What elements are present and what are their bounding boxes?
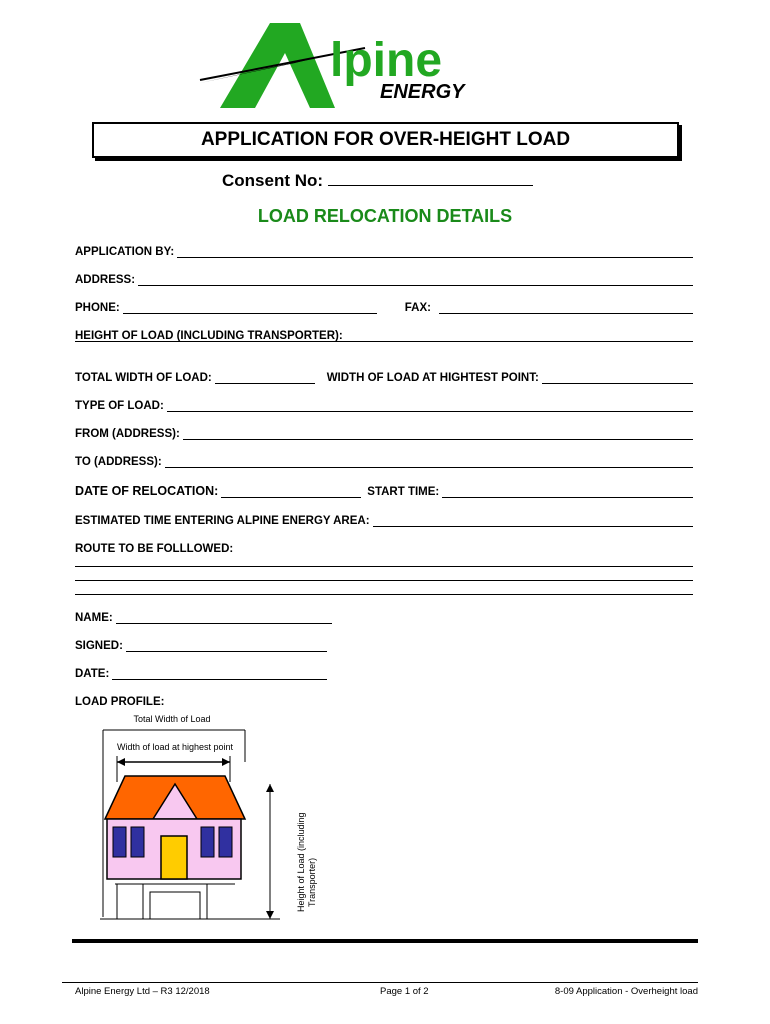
from-address-field[interactable] [183, 427, 693, 440]
fax-label: FAX: [404, 302, 431, 314]
phone-field[interactable] [123, 301, 377, 314]
application-by-label: APPLICATION BY: [75, 246, 175, 258]
total-width-caption: Total Width of Load [133, 714, 211, 724]
logo-text-main: lpine [330, 34, 443, 87]
signed-row [75, 636, 327, 652]
type-of-load-label: TYPE OF LOAD: [75, 400, 164, 412]
type-of-load-row [75, 396, 693, 412]
route-label: ROUTE TO BE FOLLLOWED: [75, 543, 234, 555]
date-row [75, 664, 327, 680]
start-time-field[interactable] [442, 485, 693, 498]
consent-number [222, 171, 533, 191]
name-row [75, 608, 332, 624]
page-title [92, 122, 679, 158]
footer-page: Page 1 of 2 [380, 986, 429, 997]
page-title-text: APPLICATION FOR OVER-HEIGHT LOAD [200, 129, 571, 150]
estimated-time-row [75, 511, 693, 527]
start-time-label: START TIME: [367, 486, 440, 498]
route-line-1[interactable] [75, 566, 693, 567]
estimated-time-field[interactable] [373, 514, 693, 527]
width-highest-field[interactable] [542, 371, 693, 384]
width-highest-label: WIDTH OF LOAD AT HIGHTEST POINT: [326, 372, 539, 384]
name-field[interactable] [116, 611, 332, 624]
phone-label: PHONE: [75, 302, 120, 314]
footer-right: 8-09 Application - Overheight load [554, 986, 698, 997]
height-of-load-row [75, 326, 693, 342]
width-highest-caption: Width of load at highest point [116, 742, 234, 752]
to-address-field[interactable] [165, 455, 693, 468]
alpine-energy-logo [195, 18, 555, 113]
height-caption-2: Transporter) [307, 857, 317, 907]
height-of-load-label: HEIGHT OF LOAD (INCLUDING TRANSPORTER): [75, 330, 343, 342]
signed-label: SIGNED: [75, 640, 123, 652]
date-relocation-label: DATE OF RELOCATION: [75, 484, 219, 498]
address-row [75, 270, 693, 286]
route-line-2[interactable] [75, 580, 693, 581]
to-address-label: TO (ADDRESS): [75, 456, 162, 468]
footer-divider [62, 982, 698, 983]
load-profile-row [75, 692, 693, 708]
application-by-row [75, 242, 693, 258]
footer-rule [72, 939, 698, 943]
signed-field[interactable] [126, 639, 327, 652]
house-door [161, 836, 187, 879]
phone-fax-row [75, 298, 693, 314]
fax-field[interactable] [439, 301, 693, 314]
from-address-label: FROM (ADDRESS): [75, 428, 180, 440]
name-label: NAME: [75, 612, 113, 624]
total-width-field[interactable] [215, 371, 315, 384]
estimated-time-label: ESTIMATED TIME ENTERING ALPINE ENERGY AREA: [75, 515, 370, 527]
total-width-label: TOTAL WIDTH OF LOAD: [75, 372, 212, 384]
height-caption-1: Height of Load (including [296, 812, 306, 912]
type-of-load-field[interactable] [167, 399, 693, 412]
route-row [75, 539, 693, 555]
load-profile-diagram [95, 712, 335, 927]
address-field[interactable] [138, 273, 693, 286]
to-address-row [75, 452, 693, 468]
footer-left: Alpine Energy Ltd – R3 12/2018 [75, 986, 210, 997]
date-label: DATE: [75, 668, 110, 680]
height-of-load-field[interactable] [75, 341, 693, 342]
date-field[interactable] [112, 667, 327, 680]
logo-text-sub: ENERGY [380, 81, 465, 103]
width-row [75, 368, 693, 384]
route-line-3[interactable] [75, 594, 693, 595]
date-relocation-row [75, 482, 693, 498]
application-by-field[interactable] [177, 245, 693, 258]
consent-field[interactable] [328, 171, 533, 186]
consent-label: Consent No: [222, 171, 324, 190]
load-profile-label: LOAD PROFILE: [75, 696, 165, 708]
section-heading: LOAD RELOCATION DETAILS [257, 206, 513, 226]
address-label: ADDRESS: [75, 274, 136, 286]
from-address-row [75, 424, 693, 440]
date-relocation-field[interactable] [221, 485, 361, 498]
